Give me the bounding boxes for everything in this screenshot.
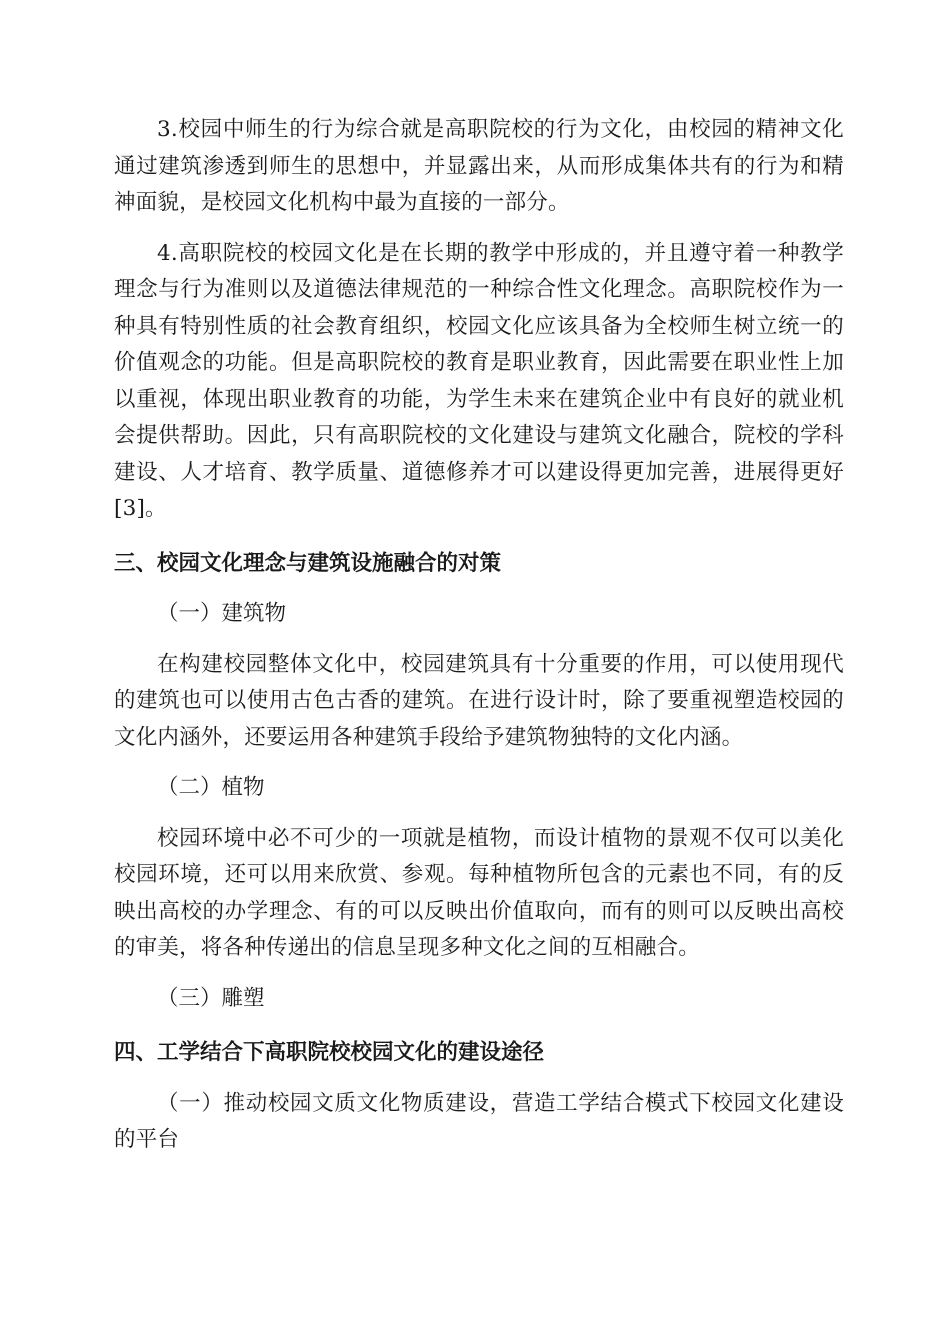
subheading-sculpture: （三）雕塑 <box>157 985 265 1011</box>
subheading-plants: （二）植物 <box>157 775 265 800</box>
paragraph-plants: 校园环境中必不可少的一项就是植物，而设计植物的景观不仅可以美化校园环境，还可以用来欣赏、参观。每种植物所包含的元素也不同，有的反映出高校的办学理念、有的可以反映出价值取向，而有的则可以反映出高校的审美，将各种传递出的信息呈现多种文化之间的互相融合。 <box>114 825 844 960</box>
subheading-material-construction: （一）推动校园文质文化物质建设，营造工学结合模式下校园文化建设的平台 <box>114 1090 844 1152</box>
section-heading-4: 四、工学结合下高职院校校园文化的建设途径 <box>114 1040 545 1065</box>
paragraph-behavior-culture: 3.校园中师生的行为综合就是高职院校的行为文化，由校园的精神文化通过建筑渗透到师生的思想中，并显露出来，从而形成集体共有的行为和精神面貌，是校园文化机构中最为直接的一部分。 <box>114 117 844 215</box>
paragraph-buildings: 在构建校园整体文化中，校园建筑具有十分重要的作用，可以使用现代的建筑也可以使用古色古香的建筑。在进行设计时，除了要重视塑造校园的文化内涵外，还要运用各种建筑手段给予建筑物独特的文化内涵。 <box>114 651 844 750</box>
subheading-buildings: （一）建筑物 <box>157 601 287 626</box>
section-heading-3: 三、校园文化理念与建筑设施融合的对策 <box>114 550 502 576</box>
document-body <box>114 112 844 1159</box>
paragraph-campus-culture: 4.高职院校的校园文化是在长期的教学中形成的，并且遵守着一种教学理念与行为准则以及道德法律规范的一种综合性文化理念。高职院校作为一种具有特别性质的社会教育组织，校园文化应该具备为全校师生树立统一的价值观念的功能。但是高职院校的教育是职业教育，因此需要在职业性上加以重视，体现出职业教育的功能，为学生未来在建筑企业中有良好的就业机会提供帮助。因此，只有高职院校的文化建设与建筑文化融合，院校的学科建设、人才培育、教学质量、道德修养才可以建设得更加完善，进展得更好[3]。 <box>114 240 844 521</box>
